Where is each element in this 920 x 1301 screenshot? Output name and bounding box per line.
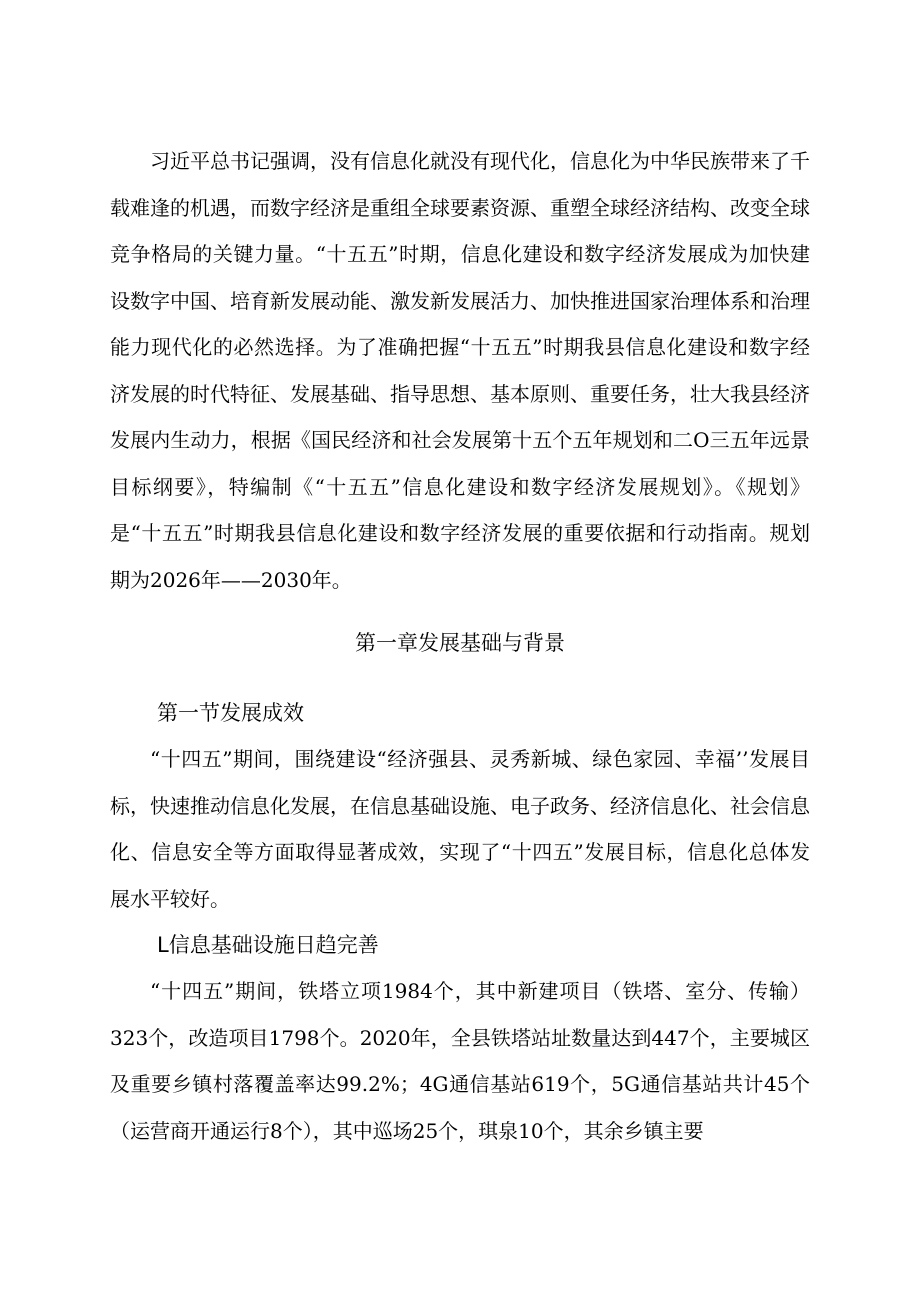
section-title: 第一节发展成效 — [157, 701, 304, 725]
intro-paragraph: 习近平总书记强调，没有信息化就没有现代化，信息化为中华民族带来了千载难逢的机遇，而数字经济是重组全球要素资源、重塑全球经济结构、改变全球竞争格局的关键力量。“十五五”时期，信息化建设和数字经济发展成为加快建设数字中国、培育新发展动能、激发新发展活力、加快推进国家治理体系和治理能力现代化的必然选择。为了准确把握“十五五”时期我县信息化建设和数字经济发展的时代特征、发展基础、指导思想、基本原则、重要任务，壮大我县经济发展内生动力，根据《国民经济和社会发展第十五个五年规划和二O三五年远景目标纲要》，特编制《“十五五”信息化建设和数字经济发展规划》。《规划》是“十五五”时期我县信息化建设和数字经济发展的重要依据和行动指南。规划期为2026年——2030年。 — [110, 149, 810, 592]
chapter-title: 第一章发展基础与背景 — [355, 631, 565, 655]
subsection-title: L信息基础设施日趋完善 — [157, 933, 379, 957]
subsection-paragraph: “十四五”期间，铁塔立项1984个，其中新建项目（铁塔、室分、传输）323个，改造项目1798个。2020年，全县铁塔站址数量达到447个，主要城区及重要乡镇村落覆盖率达99.2%；4G通信基站619个，5G通信基站共计45个（运营商开通运行8个），其中巡场25个，琪泉10个，其余乡镇主要 — [110, 979, 810, 1143]
section-paragraph: “十四五”期间，围绕建设“经济强县、灵秀新城、绿色家园、幸福’’发展目标，快速推动信息化发展，在信息基础设施、电子政务、经济信息化、社会信息化、信息安全等方面取得显著成效，实现了“十四五”发展目标，信息化总体发展水平较好。 — [110, 747, 810, 911]
